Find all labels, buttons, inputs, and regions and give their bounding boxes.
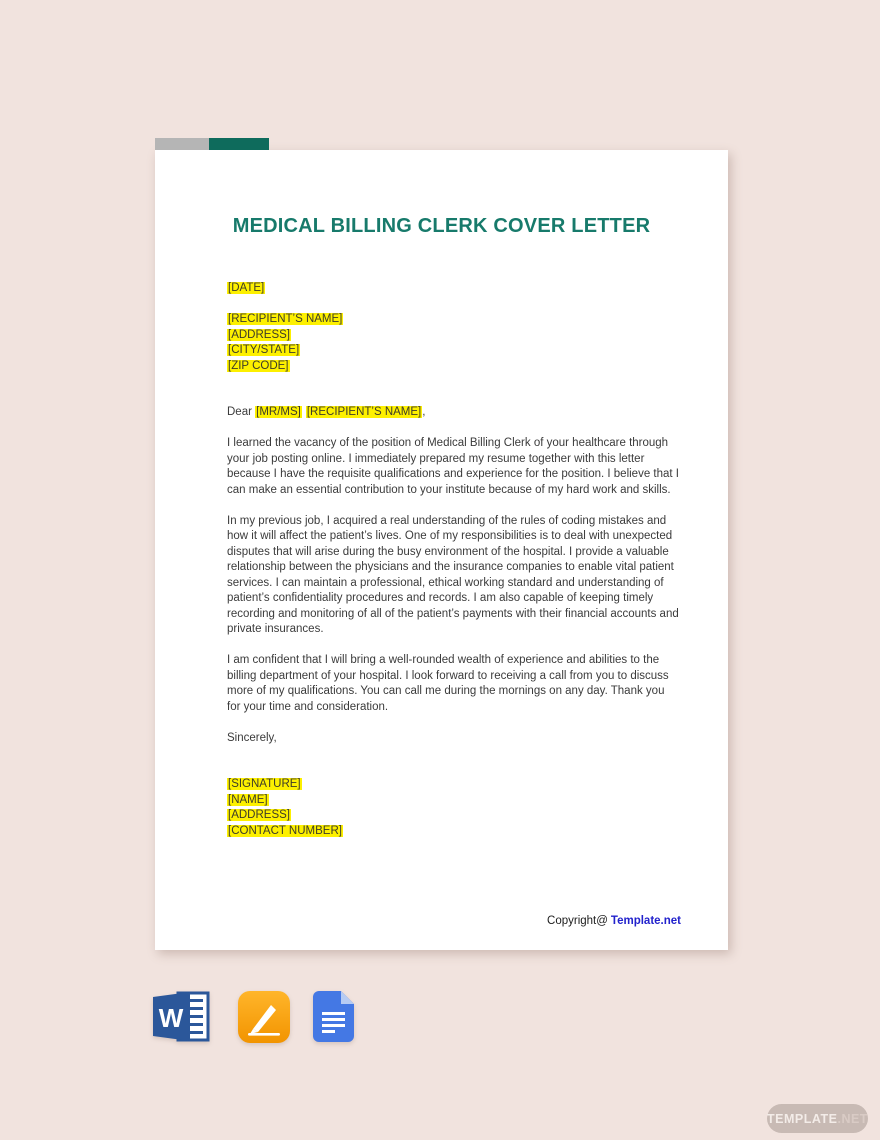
letter-paragraph-3: I am confident that I will bring a well-rounded wealth of experience and abilities to the billing department of your hospital. I look forward to receiving a call from you to discuss more of my qualifications. You can call me during the mornings on any day. Thank you for your time and consideration. xyxy=(227,654,669,713)
recipient-line xyxy=(227,343,681,359)
copyright-line xyxy=(547,915,681,927)
apple-pages-icon[interactable] xyxy=(238,991,290,1043)
document-page xyxy=(155,150,728,950)
address-placeholder: [ADDRESS] xyxy=(228,328,290,341)
page-fold xyxy=(341,991,354,1004)
mr-ms-placeholder: [MR/MS] xyxy=(256,406,301,418)
template-net-link[interactable]: Template.net xyxy=(610,915,681,927)
page-header-bars xyxy=(155,138,269,150)
salutation-prefix: Dear xyxy=(227,406,256,418)
watermark-text-bold: TEMPLATE xyxy=(767,1111,838,1126)
recipient-line xyxy=(227,359,681,375)
salutation-line xyxy=(227,405,681,421)
copyright-text: Copyright@ xyxy=(547,915,608,927)
city-state-placeholder: [CITY/STATE] xyxy=(228,344,300,356)
recipient-address-block xyxy=(227,312,681,374)
signature-line xyxy=(227,824,681,840)
closing-line: Sincerely, xyxy=(227,731,277,744)
signature-line xyxy=(227,777,681,793)
salutation-recipient-placeholder: [RECIPIENT’S NAME] xyxy=(306,406,422,418)
letter-paragraph-2: In my previous job, I acquired a real understanding of the rules of coding mistakes and how it will affect the patient’s lives. One of my responsibilities is to deal with unexpected disputes that will arise during the busy environment of the hospital. I provide a valuable relationship between the physicians and the insurance companies to enable vital patient services. I can maintain a professional, ethical working standard and understanding of patient’s confidentiality procedures and records. I am also capable of keeping timely recording and monitoring of all of the patient’s payments with their financial accounts and private insurances. xyxy=(227,514,679,635)
recipient-line xyxy=(227,312,681,328)
letter-body xyxy=(227,281,681,839)
salutation-suffix: , xyxy=(422,406,426,418)
date-placeholder-line xyxy=(227,281,681,297)
signature-placeholder: [SIGNATURE] xyxy=(228,778,301,790)
microsoft-word-icon[interactable] xyxy=(153,991,210,1042)
template-net-watermark xyxy=(767,1104,868,1133)
google-docs-icon[interactable] xyxy=(313,991,354,1042)
signature-line xyxy=(227,808,681,824)
signature-line xyxy=(227,793,681,809)
watermark-text-light: .NET xyxy=(837,1111,868,1126)
date-placeholder: [DATE] xyxy=(228,282,265,294)
header-bar-teal xyxy=(209,138,269,150)
contact-number-placeholder: [CONTACT NUMBER] xyxy=(228,824,342,837)
recipient-name-placeholder: [RECIPIENT’S NAME] xyxy=(228,313,343,325)
recipient-line xyxy=(227,328,681,344)
sender-address-placeholder: [ADDRESS] xyxy=(228,809,290,821)
name-placeholder: [NAME] xyxy=(228,793,268,806)
page-title: MEDICAL BILLING CLERK COVER LETTER xyxy=(232,215,651,237)
header-bar-gray xyxy=(155,138,209,150)
zip-code-placeholder: [ZIP CODE] xyxy=(228,359,289,372)
signature-block xyxy=(227,777,681,839)
word-letter: W xyxy=(158,1003,184,1033)
letter-paragraph-1: I learned the vacancy of the position of Medical Billing Clerk of your healthcare through your job posting online. I immediately prepared my resume together with this letter because I have the requisite qualifications and experience for the position. I believe that I can make an essential contribution to your institute because of my hard work and skills. xyxy=(227,437,679,496)
